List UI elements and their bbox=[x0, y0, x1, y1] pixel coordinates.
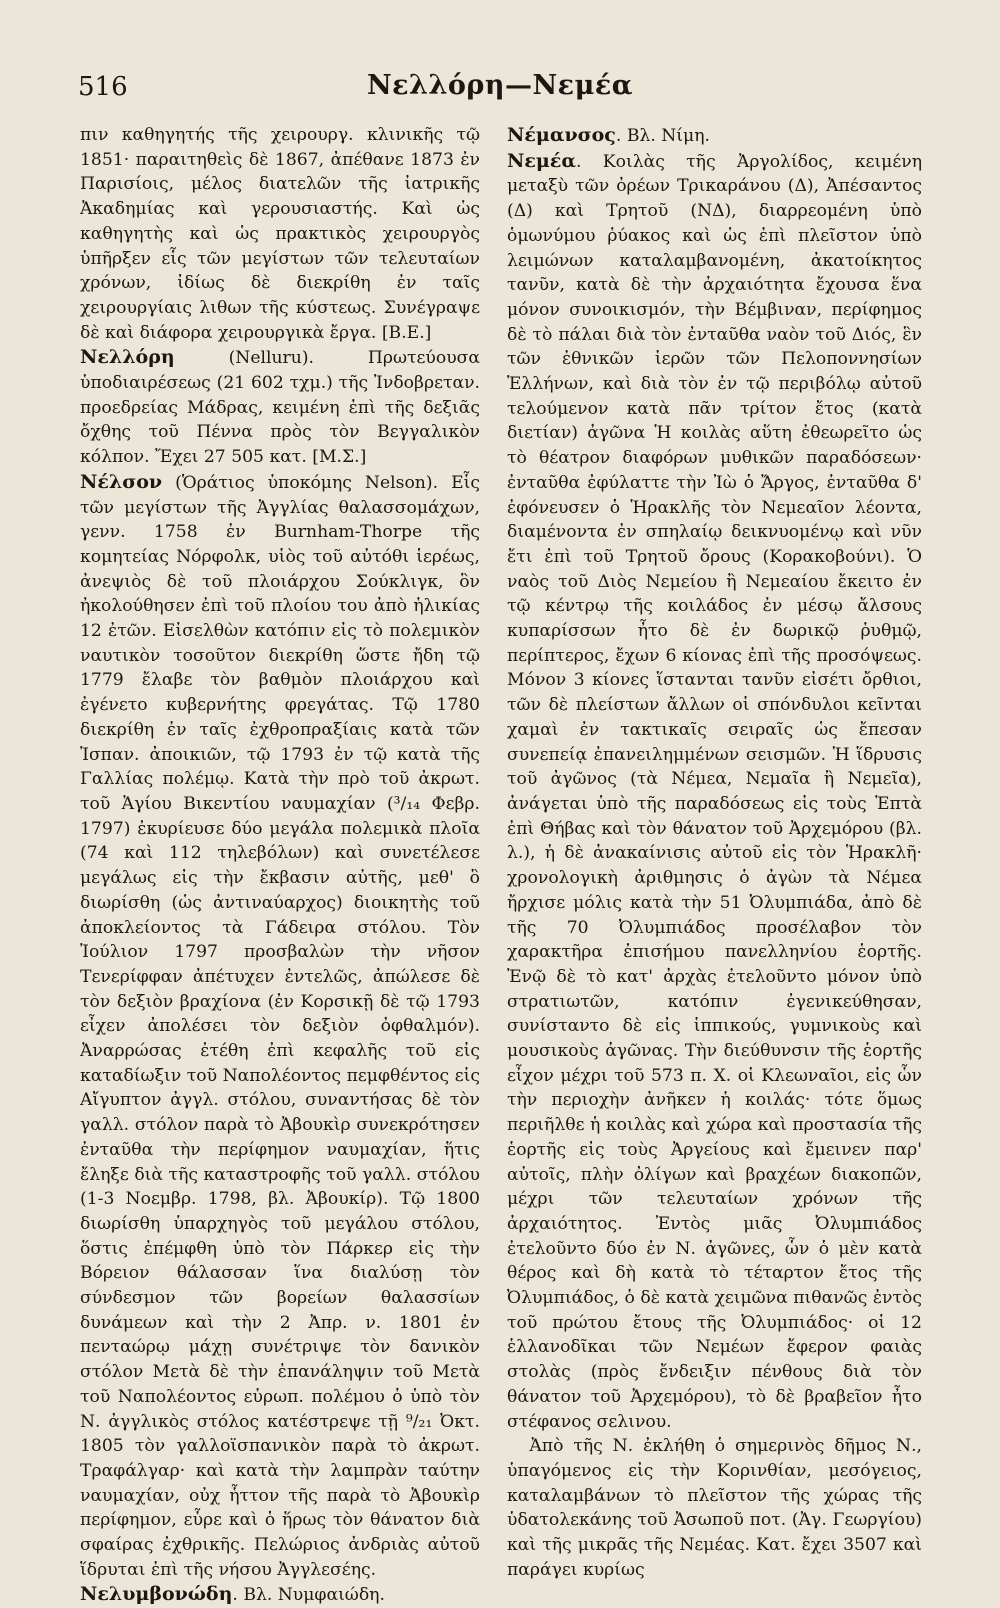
entry-text: . Βλ. Νυμφαιώδη. bbox=[232, 1585, 385, 1606]
entry-nemea-municipality bbox=[507, 1434, 922, 1582]
page-number: 516 bbox=[78, 72, 128, 102]
entry-nelumbonode bbox=[80, 1582, 480, 1608]
entry-headword: Νελυμβονώδη bbox=[80, 1583, 233, 1606]
entry-continuation bbox=[80, 123, 480, 345]
entry-text: . Κοιλὰς τῆς Ἀργολίδος, κειμένη μεταξὺ τῶν ὀρέων Τρικαράνου (Δ), Ἀπέσαντος (Δ) καὶ Τρητοῦ (ΝΔ), διαρρεομένη ὑπὸ ὁμωνύμου ῥύακος καὶ ὡς ἐπὶ πλεῖστον ὑπὸ λειμώνων καταλαμβανομένη, ἀκατοίκητος τανῦν, κατὰ δὲ τὴν ἀρχαιότητα ἔχουσα ἕνα μόνον συνοικισμόν, τὴν Βέμβιναν, περίφημος δὲ τὸ πάλαι διὰ τὸν ἐνταῦθα ναὸν τοῦ Διός, ἓν τῶν ἐθνικῶν ἱερῶν τῶν Πελοποννησίων Ἑλλήνων, καὶ διὰ τὸν ἐν τῷ περιβόλῳ αὐτοῦ τελούμενον κατὰ πᾶν τρίτον ἔτος (κατὰ διετίαν) ἀγῶνα Ἡ κοιλὰς αὕτη ἐθεωρεῖτο ὡς τὸ θέατρον διαφόρων μυθικῶν παραδόσεων· ἐνταῦθα ἐφύλαττε τὴν Ἰὼ ὁ Ἄργος, ἐνταῦθα δ' ἐφόνευσεν ὁ Ἡρακλῆς τὸν Νεμεαῖον λέοντα, διαμένοντα ἐν σπηλαίῳ δεικνυομένῳ καὶ νῦν ἔτι ἐπὶ τοῦ Τρητοῦ ὄρους (Κορακοβούνι). Ὁ ναὸς τοῦ Διὸς Νεμείου ἢ Νεμεαίου ἔκειτο ἐν τῷ κέντρῳ τῆς κοιλάδος ἐν μέσῳ ἄλσους κυπαρίσσων ἦτο δὲ ἐν δωρικῷ ῥυθμῷ, περίπτερος, ἔχων 6 κίονας ἐπὶ τῆς προσόψεως. Μόνον 3 κίονες ἵστανται τανῦν εἰσέτι ὄρθιοι, τῶν δὲ πλείστων ἄλλων οἱ σπόνδυλοι κεῖνται χαμαὶ ἐν τακτικαῖς σειραῖς ὡς ἔπεσαν συνεπείᾳ ἐπανειλημμένων σεισμῶν. Ἡ ἵδρυσις τοῦ ἀγῶνος (τὰ Νέμεα, Νεμαῖα ἢ Νεμεῖα), ἀνάγεται ὑπὸ τῆς παραδόσεως εἰς τοὺς Ἑπτὰ ἐπὶ Θήβας καὶ τὸν θάνατον τοῦ Ἀρχεμόρου (βλ. λ.), ἡ δὲ ἀνακαίνισις αὐτοῦ εἰς τὸν Ἡρακλῆ· χρονολογικὴ ἀριθμησις ὁ ἀγὼν τὰ Νέμεα ἤρχισε μόλις κατὰ τὴν 51 Ὀλυμπιάδα, ἀπὸ δὲ τῆς 70 Ὀλυμπιάδος προσέλαβον τὸν χαρακτῆρα ἐπισήμου πανελληνίου ἑορτῆς. Ἐνῷ δὲ τὸ κατ' ἀρχὰς ἐτελοῦντο μόνον ὑπὸ στρατιωτῶν, κατόπιν ἐγενικεύθησαν, συνίσταντο δὲ εἰς ἱππικούς, γυμνικοὺς καὶ μουσικοὺς ἀγῶνας. Τὴν διεύθυνσιν τῆς ἑορτῆς εἶχον μέχρι τοῦ 573 π. Χ. οἱ Κλεωναῖοι, εἰς ὧν τὴν περιοχὴν ἀνῆκεν ἡ κοιλάς· τότε ὅμως περιῆλθε ἡ κοιλὰς καὶ χώρα καὶ προστασία τῆς ἑορτῆς εἰς τοὺς Ἀργείους καὶ ἔμεινεν παρ' αὐτοῖς, πλὴν ὀλίγων καὶ βραχέων διακοπῶν, μέχρι τῶν τελευταίων χρόνων τῆς ἀρχαιότητος. Ἐντὸς μιᾶς Ὀλυμπιάδος ἐτελοῦντο δύο ἐν Ν. ἀγῶνες, ὧν ὁ μὲν κατὰ θέρος καὶ δὴ κατὰ τὸ τέταρτον ἔτος τῆς Ὀλυμπιάδος, ὁ δὲ κατὰ χειμῶνα πιθανῶς ἐντὸς τοῦ πρώτου ἔτους τῆς Ὀλυμπιάδος· οἱ 12 ἑλλανοδῖκαι τῶν Νεμέων ἔφερον φαιὰς στολὰς (πρὸς ἔνδειξιν πένθους διὰ τὸν θάνατον τοῦ Ἀρχεμόρου), τὸ δὲ βραβεῖον ἦτο στέφανος σελινου. bbox=[507, 151, 922, 1432]
entry-headword: Νεμέα bbox=[507, 149, 576, 172]
entry-headword: Νέλσον bbox=[80, 470, 163, 493]
entry-text: (Ὁράτιος ὑποκόμης Nelson). Εἷς τῶν μεγίστων τῆς Ἀγγλίας θαλασσομάχων, γενν. 1758 ἐν Burnham-Thorpe τῆς κομητείας Νόρφολκ, υἱὸς τοῦ αὐτόθι ἱερέως, ἀνεψιὸς δὲ τοῦ πλοιάρχου Σούκλιγκ, ὃν ἠκολούθησεν ἐπὶ τοῦ πλοίου του ἀπὸ ἡλικίας 12 ἐτῶν. Εἰσελθὼν κατόπιν εἰς τὸ πολεμικὸν ναυτικὸν τοσοῦτον διεκρίθη ὥστε ἤδη τῷ 1779 ἔλαβε τὸν βαθμὸν πλοιάρχου καὶ ἐγένετο κυβερνήτης φρεγάτας. Τῷ 1780 διεκρίθη ἐν ταῖς ἐχθροπραξίαις κατὰ τῶν Ἰσπαν. ἀποικιῶν, τῷ 1793 ἐν τῷ κατὰ τῆς Γαλλίας πολέμῳ. Κατὰ τὴν πρὸ τοῦ ἀκρωτ. τοῦ Ἁγίου Βικεντίου ναυμαχίαν (³/₁₄ Φεβρ. 1797) ἐκυρίευσε δύο μεγάλα πολεμικὰ πλοῖα (74 καὶ 112 τηλεβόλων) καὶ συνετέλεσε μεγάλως εἰς τὴν ἔκβασιν αὐτῆς, μεθ' ὃ διωρίσθη (ὡς ἀντιναύαρχος) διοικητὴς τοῦ ἀποκλείοντος τὰ Γάδειρα στόλου. Τὸν Ἰούλιον 1797 προσβαλὼν τὴν νῆσον Τενερίφφαν ἀπέτυχεν ἐντελῶς, ἀπώλεσε δὲ τὸν δεξιὸν βραχίονα (ἐν Κορσικῇ δὲ τῷ 1793 εἶχεν ἀπολέσει τὸν δεξιὸν ὀφθαλμόν). Ἀναρρώσας ἐτέθη ἐπὶ κεφαλῆς τοῦ εἰς καταδίωξιν τοῦ Ναπολέοντος πεμφθέντος εἰς Αἴγυπτον ἀγγλ. στόλου, συναντήσας δὲ τὸν γαλλ. στόλον παρὰ τὸ Ἀβουκὶρ συνεκρότησεν ἐνταῦθα τὴν περίφημον ναυμαχίαν, ἥτις ἔληξε διὰ τῆς καταστροφῆς τοῦ γαλλ. στόλου (1-3 Νοεμβρ. 1798, βλ. Ἀβουκίρ). Τῷ 1800 διωρίσθη ὑπαρχηγὸς τοῦ μεγάλου στόλου, ὅστις ἐπέμφθη ὑπὸ τὸν Πάρκερ εἰς τὴν Βόρειον θάλασσαν ἵνα διαλύσῃ τὸν σύνδεσμον τῶν βορείων θαλασσίων δυνάμεων καὶ τὴν 2 Ἀπρ. ν. 1801 ἐν πενταώρῳ μάχῃ συνέτριψε τὸν δανικὸν στόλον Μετὰ δὲ τὴν ἐπανάληψιν τοῦ Μετὰ τοῦ Ναπολέοντος εὐρωπ. πολέμου ὁ ὑπὸ τὸν Ν. ἀγγλικὸς στόλος κατέστρεψε τῇ ⁹/₂₁ Ὀκτ. 1805 τὸν γαλλοϊσπανικὸν παρὰ τὸ ἀκρωτ. Τραφάλγαρ· καὶ κατὰ τὴν λαμπρὰν ταύτην ναυμαχίαν, οὐχ ἧττον τῆς παρὰ τὸ Ἀβουκὶρ περίφημον, εὗρε καὶ ὁ ἥρως τὸν θάνατον διὰ σφαίρας ἐχθρικῆς. Πελώριος ἀνδριὰς αὐτοῦ ἵδρυται ἐπὶ τῆς νήσου Ἀγγλεσέης. bbox=[80, 472, 480, 1580]
entry-nemea bbox=[507, 149, 922, 1435]
entry-text: πιν καθηγητής τῆς χειρουργ. κλινικῆς τῷ 1851· παραιτηθεὶς δὲ 1867, ἀπέθανε 1873 ἐν Παρισίοις, μέλος διατελῶν τῆς ἰατρικῆς Ἀκαδημίας καὶ γερουσιαστής. Καὶ ὡς καθηγητὴς καὶ ὡς πρακτικὸς χειρουργὸς ὑπῆρξεν εἷς τῶν μεγίστων τῶν τελευταίων χρόνων, ἰδίως δὲ διεκρίθη ἐν ταῖς χειρουργίαις λιθων τῆς κύστεως. Συνέγραψε δὲ καὶ διάφορα χειρουργικὰ ἔργα. [Β.Ε.] bbox=[80, 125, 480, 343]
entry-nellore bbox=[80, 345, 480, 470]
entry-nemansos bbox=[507, 123, 922, 149]
entry-nelson bbox=[80, 470, 480, 1583]
entry-headword: Νελλόρη bbox=[80, 346, 175, 369]
right-column bbox=[507, 123, 922, 1580]
entry-text: . Βλ. Νίμη. bbox=[615, 126, 710, 146]
entry-text: Ἀπὸ τῆς Ν. ἐκλήθη ὁ σημερινὸς δῆμος Ν., ὑπαγόμενος εἰς τὴν Κορινθίαν, μεσόγειος, καταλαμβάνων τὸ πλεῖστον τῆς χώρας τῆς ὑδατολεκάνης τοῦ Ἀσωποῦ ποτ. (Ἀγ. Γεωργίου) καὶ τῆς μικρᾶς τῆς Νεμέας. Κατ. ἔχει 3507 καὶ παράγει κυρίως bbox=[507, 1436, 922, 1580]
running-head: Νελλόρη—Νεμέα bbox=[366, 70, 634, 101]
left-column bbox=[80, 123, 480, 1606]
entry-text: (Nelluru). Πρωτεύουσα ὑποδιαιρέσεως (21 602 τχμ.) τῆς Ἰνδοβρεταν. προεδρείας Μάδρας, κειμένη ἐπὶ τῆς δεξιᾶς ὄχθης τοῦ Πέννα πρὸς τὸν Βεγγαλικὸν κόλπον. Ἔχει 27 505 κατ. [Μ.Σ.] bbox=[80, 348, 480, 468]
entry-headword: Νέμανσος bbox=[507, 124, 616, 146]
